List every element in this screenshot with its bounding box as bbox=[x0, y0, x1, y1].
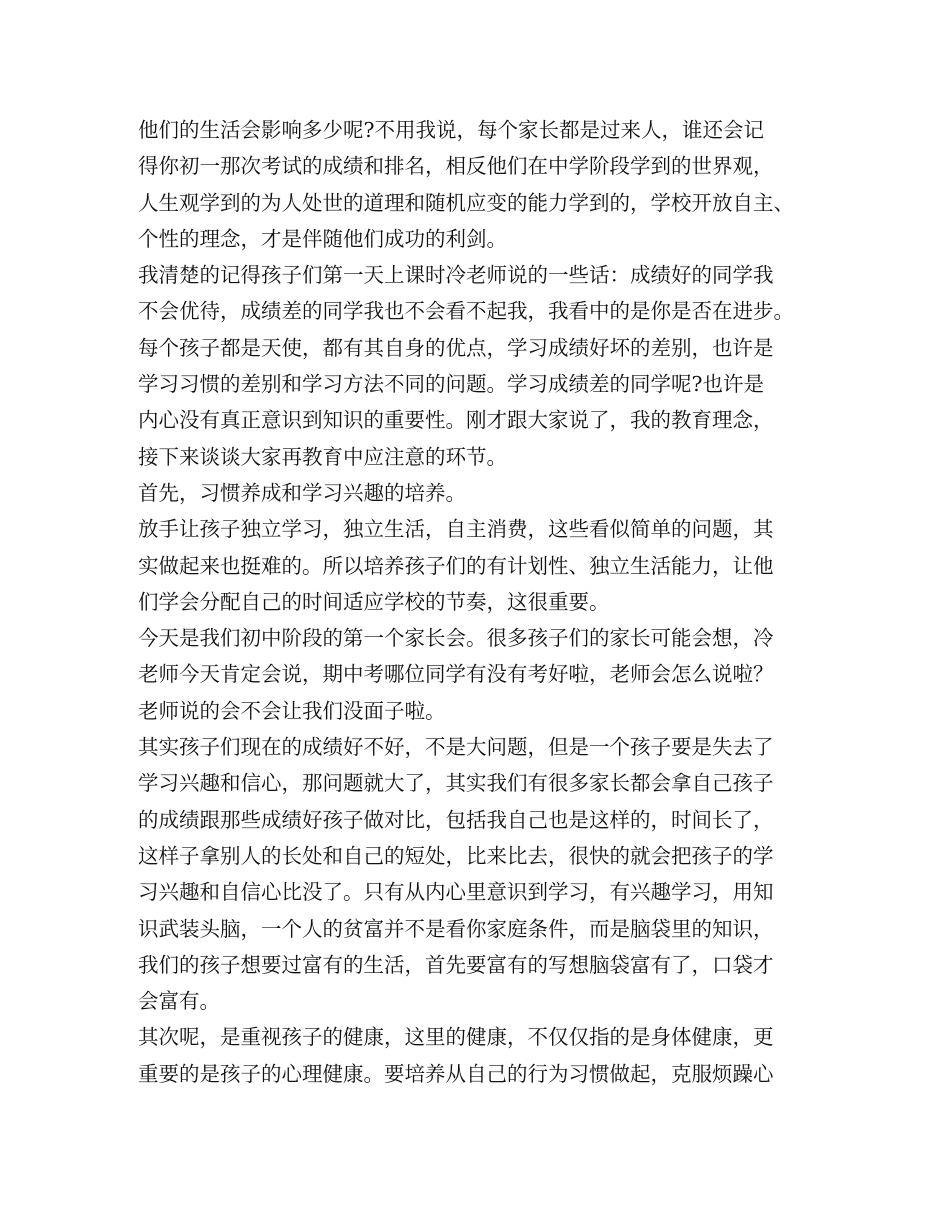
text-line: 的成绩跟那些成绩好孩子做对比，包括我自己也是这样的，时间长了， bbox=[138, 807, 774, 832]
text-line: 不会优待，成绩差的同学我也不会看不起我，我看中的是你是否在进步。 bbox=[138, 299, 794, 324]
text-line: 今天是我们初中阶段的第一个家长会。很多孩子们的家长可能会想，冷 bbox=[138, 626, 774, 651]
text-line: 接下来谈谈大家再教育中应注意的环节。 bbox=[138, 444, 507, 469]
text-line: 学习兴趣和信心，那问题就大了，其实我们有很多家长都会拿自己孩子 bbox=[138, 771, 774, 796]
text-line: 这样子拿别人的长处和自己的短处，比来比去，很快的就会把孩子的学 bbox=[138, 843, 774, 868]
text-line: 老师今天肯定会说，期中考哪位同学有没有考好啦，老师会怎么说啦？ bbox=[138, 662, 774, 687]
text-line: 我清楚的记得孩子们第一天上课时冷老师说的一些话：成绩好的同学我 bbox=[138, 263, 774, 288]
text-line: 老师说的会不会让我们没面子啦。 bbox=[138, 698, 446, 723]
document-body bbox=[138, 112, 828, 1092]
text-line: 其实孩子们现在的成绩好不好，不是大问题，但是一个孩子要是失去了 bbox=[138, 735, 774, 760]
text-line: 习兴趣和自信心比没了。只有从内心里意识到学习，有兴趣学习，用知 bbox=[138, 880, 774, 905]
text-line: 每个孩子都是天使，都有其自身的优点，学习成绩好坏的差别，也许是 bbox=[138, 335, 774, 360]
text-line: 他们的生活会影响多少呢?不用我说，每个家长都是过来人，谁还会记 bbox=[138, 118, 764, 142]
text-line: 实做起来也挺难的。所以培养孩子们的有计划性、独立生活能力，让他 bbox=[138, 553, 774, 578]
text-line: 会富有。 bbox=[138, 989, 220, 1014]
text-line: 其次呢，是重视孩子的健康，这里的健康，不仅仅指的是身体健康，更 bbox=[138, 1025, 774, 1050]
text-line: 学习习惯的差别和学习方法不同的问题。学习成绩差的同学呢?也许是 bbox=[138, 372, 764, 397]
text-line: 们学会分配自己的时间适应学校的节奏，这很重要。 bbox=[138, 589, 610, 614]
text-line: 识武装头脑，一个人的贫富并不是看你家庭条件，而是脑袋里的知识， bbox=[138, 916, 774, 941]
text-line: 个性的理念，才是伴随他们成功的利剑。 bbox=[138, 226, 507, 251]
text-line: 人生观学到的为人处世的道理和随机应变的能力学到的，学校开放自主、 bbox=[138, 190, 794, 215]
text-line: 内心没有真正意识到知识的重要性。刚才跟大家说了，我的教育理念， bbox=[138, 408, 774, 433]
text-line: 重要的是孩子的心理健康。要培养从自己的行为习惯做起，克服烦躁心 bbox=[138, 1061, 774, 1086]
text-line: 放手让孩子独立学习，独立生活，自主消费，这些看似简单的问题，其 bbox=[138, 517, 774, 542]
text-line: 首先，习惯养成和学习兴趣的培养。 bbox=[138, 480, 466, 505]
text-line: 我们的孩子想要过富有的生活，首先要富有的写想脑袋富有了，口袋才 bbox=[138, 952, 774, 977]
text-line: 得你初一那次考试的成绩和排名，相反他们在中学阶段学到的世界观， bbox=[138, 154, 774, 179]
